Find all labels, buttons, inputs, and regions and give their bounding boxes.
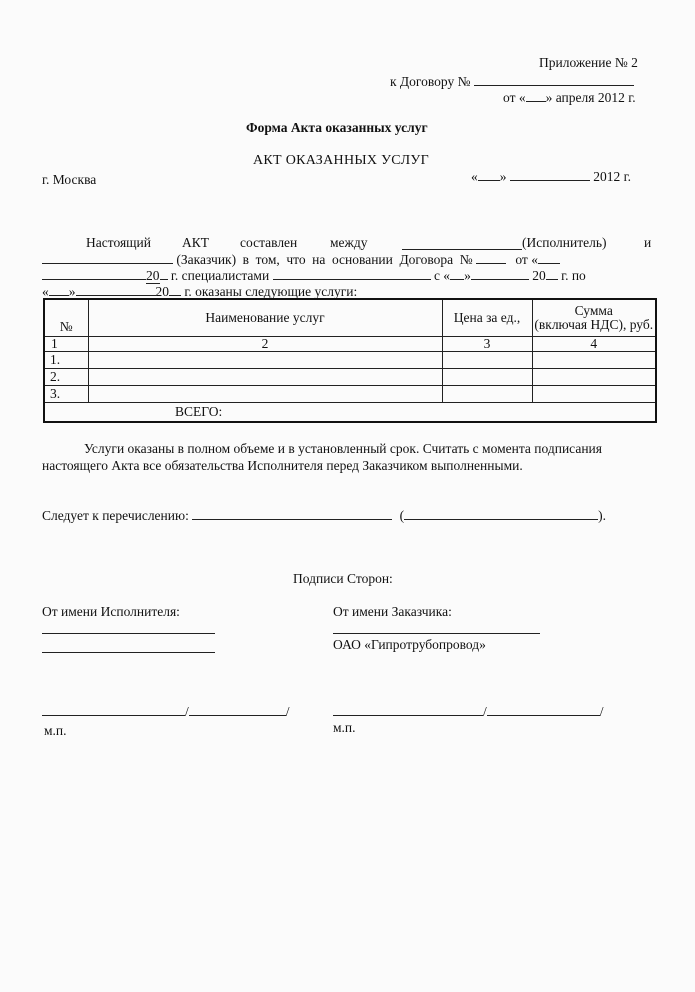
intro-l3-b: с « <box>433 268 451 283</box>
row-service-cell <box>88 369 442 386</box>
start-day-blank <box>450 267 464 280</box>
intro-l3-d: 20 <box>532 268 546 283</box>
contract-month-blank <box>42 267 146 280</box>
header-service-name: Наименование услуг <box>88 299 442 337</box>
executor-name-blank <box>402 237 522 250</box>
transfer-words-blank <box>404 507 598 520</box>
intro-l4-q2: » <box>68 284 76 299</box>
stamp-label-left: м.п. <box>44 723 67 738</box>
intro-l3-e: г. по <box>561 268 586 283</box>
intro-line-3 <box>42 267 586 284</box>
intro-word-3: составлен <box>240 235 298 250</box>
table-row <box>44 386 656 403</box>
executor-sign-line-2 <box>42 652 215 653</box>
completion-paragraph-line-2: настоящего Акта все обязательства Исполнителя перед Заказчиком выполненными. <box>42 458 523 473</box>
contract-number-line <box>390 73 634 90</box>
executor-signature-field <box>42 703 290 720</box>
row-price-cell <box>442 352 532 369</box>
intro-l4-q1: « <box>42 284 49 299</box>
executor-label: От имени Исполнителя: <box>42 604 180 619</box>
act-date-day-blank <box>478 168 500 181</box>
row-index: 1. <box>44 352 88 369</box>
intro-word-1: Настоящий <box>86 235 152 250</box>
contract-day-blank-2 <box>538 251 560 264</box>
stamp-label-right: м.п. <box>333 720 356 735</box>
transfer-paren-open: ( <box>399 508 405 523</box>
end-year-blank <box>169 283 181 296</box>
act-title: АКТ ОКАЗАННЫХ УСЛУГ <box>253 153 429 168</box>
row-service-cell <box>88 352 442 369</box>
customer-name-blank-sign <box>487 703 600 716</box>
executor-signature-blank <box>42 703 185 716</box>
signatures-title: Подписи Сторон: <box>293 571 393 586</box>
table-row <box>44 352 656 369</box>
intro-l2-a: (Заказчик) в том, что на основании Договора № <box>176 252 473 267</box>
transfer-amount-blank <box>192 507 392 520</box>
executor-name-blank-sign <box>189 703 286 716</box>
contract-no-blank-2 <box>476 251 506 264</box>
intro-word-5: (Исполнитель) <box>522 235 607 250</box>
intro-l3-a: г. специалистами <box>170 268 270 283</box>
row-sum-cell <box>532 386 656 403</box>
act-date-month-blank <box>510 168 590 181</box>
intro-l3-c: » <box>464 268 471 283</box>
city-label: г. Москва <box>42 172 97 187</box>
row-service-cell <box>88 386 442 403</box>
row-price-cell <box>442 369 532 386</box>
col-number-3: 3 <box>442 337 532 352</box>
executor-sign-line-1 <box>42 633 215 634</box>
table-total-row <box>44 403 656 423</box>
customer-name-blank <box>42 251 173 264</box>
row-price-cell <box>442 386 532 403</box>
intro-l4-rest: г. оказаны следующие услуги: <box>184 284 358 299</box>
completion-paragraph-line-1: Услуги оказаны в полном объеме и в установленный срок. Считать с момента подписания <box>84 441 602 456</box>
transfer-paren-close: ). <box>598 508 606 523</box>
act-date-year: 2012 г. <box>593 169 632 184</box>
form-title: Форма Акта оказанных услуг <box>246 120 428 135</box>
specialists-blank <box>273 267 431 280</box>
table-row <box>44 369 656 386</box>
start-year-blank <box>546 267 558 280</box>
row-index: 2. <box>44 369 88 386</box>
end-day-blank <box>49 283 69 296</box>
total-label: ВСЕГО: <box>44 403 656 423</box>
header-unit-price: Цена за ед., <box>442 299 532 337</box>
end-month-blank <box>76 283 156 296</box>
customer-signature-field <box>333 703 604 720</box>
row-index: 3. <box>44 386 88 403</box>
date-from-month: » апреля 2012 г. <box>545 90 636 105</box>
date-from-prefix: от « <box>503 90 526 105</box>
slash: / <box>599 704 604 719</box>
col-number-4: 4 <box>532 337 656 352</box>
date-day-blank <box>526 89 546 102</box>
contract-prefix: к Договору № <box>390 74 471 89</box>
customer-label: От имени Заказчика: <box>333 604 452 619</box>
intro-word-2: АКТ <box>182 235 209 250</box>
col-number-2: 2 <box>88 337 442 352</box>
slash: / <box>185 704 189 719</box>
intro-l4-20: 20 <box>155 284 169 299</box>
row-sum-cell <box>532 369 656 386</box>
intro-word-4: между <box>330 235 368 250</box>
start-month-blank <box>471 267 529 280</box>
act-date-open-quote: « <box>471 169 478 184</box>
intro-l3-20: 20 <box>146 268 160 283</box>
contract-date-line <box>503 89 636 106</box>
col-number-1: 1 <box>44 337 88 352</box>
transfer-label: Следует к перечислению: <box>42 508 189 523</box>
act-date-line <box>471 168 631 185</box>
header-sum: Сумма (включая НДС), руб. <box>532 299 656 337</box>
contract-year-blank <box>160 267 168 280</box>
slash: / <box>483 704 487 719</box>
table-column-numbers-row <box>44 337 656 352</box>
act-date-close-quote: » <box>499 169 507 184</box>
intro-word-6: и <box>644 235 652 250</box>
services-table <box>43 298 657 423</box>
table-header-row <box>44 299 656 337</box>
customer-org: ОАО «Гипротрубопровод» <box>333 637 486 652</box>
row-sum-cell <box>532 352 656 369</box>
customer-signature-blank <box>333 703 483 716</box>
intro-line-2 <box>42 251 560 268</box>
appendix-label: Приложение № 2 <box>539 55 638 70</box>
header-number: № <box>44 299 88 337</box>
customer-sign-line <box>333 633 540 634</box>
slash: / <box>285 704 290 719</box>
transfer-line <box>42 507 606 524</box>
contract-number-blank <box>474 73 634 86</box>
intro-l2-b: от « <box>515 252 538 267</box>
